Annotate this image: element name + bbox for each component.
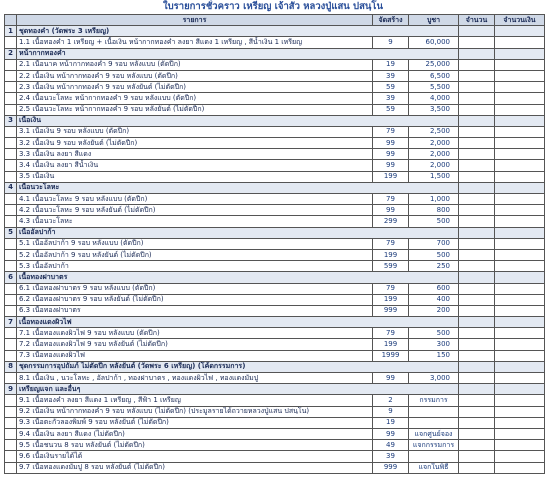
- count-cell[interactable]: [459, 238, 495, 249]
- count-cell: [459, 361, 495, 372]
- item-price: 600: [409, 283, 459, 294]
- count-cell: [459, 115, 495, 126]
- count-cell[interactable]: [459, 395, 495, 406]
- table-row: [5, 283, 545, 294]
- amount-cell[interactable]: [495, 395, 545, 406]
- amount-cell: [495, 384, 545, 395]
- item-description: 9.3 เนื้อตะกั่วลองพิมพ์ 9 รอบ หลังยันต์ (ไม่ตัดปีก): [17, 417, 373, 428]
- order-table: [4, 14, 545, 474]
- item-price: 400: [409, 294, 459, 305]
- item-price: 4,000: [409, 93, 459, 104]
- count-cell: [459, 48, 495, 59]
- amount-cell[interactable]: [495, 283, 545, 294]
- table-row: [5, 149, 545, 160]
- table-row: [5, 160, 545, 171]
- item-price: 500: [409, 249, 459, 260]
- item-quantity: 79: [373, 283, 409, 294]
- index-cell: [5, 149, 17, 160]
- table-row: [5, 93, 545, 104]
- category-number: 8: [5, 361, 17, 372]
- table-row: [5, 261, 545, 272]
- category-row: [5, 26, 545, 37]
- table-row: [5, 373, 545, 384]
- count-cell[interactable]: [459, 171, 495, 182]
- category-row: [5, 115, 545, 126]
- amount-cell: [495, 272, 545, 283]
- item-quantity: 49: [373, 440, 409, 451]
- amount-cell[interactable]: [495, 126, 545, 137]
- count-cell[interactable]: [459, 149, 495, 160]
- index-cell: [5, 406, 17, 417]
- category-row: [5, 361, 545, 372]
- count-cell[interactable]: [459, 37, 495, 48]
- amount-cell[interactable]: [495, 428, 545, 439]
- amount-cell[interactable]: [495, 440, 545, 451]
- amount-cell[interactable]: [495, 249, 545, 260]
- item-description: 4.1 เนื้อนวะโลหะ 9 รอบ หลังแบบ (ตัดปีก): [17, 194, 373, 205]
- item-description: 3.5 เนื้อเงิน: [17, 171, 373, 182]
- table-row: [5, 339, 545, 350]
- item-quantity: 19: [373, 59, 409, 70]
- index-cell: [5, 194, 17, 205]
- item-note: แจกกรรมการ: [409, 440, 459, 451]
- category-label: ชุดกรรมการอุปถัมภ์ ไม่ตัดปีก หลังยันต์ (วัดพระ 6 เหรียญ) (โค้ดกรรมการ): [17, 361, 459, 372]
- header-no: [5, 15, 17, 26]
- table-row: [5, 37, 545, 48]
- amount-cell[interactable]: [495, 160, 545, 171]
- index-cell: [5, 160, 17, 171]
- item-price: 2,500: [409, 126, 459, 137]
- category-number: 5: [5, 227, 17, 238]
- item-description: 6.3 เนื้อทองฝาบาตร: [17, 305, 373, 316]
- item-description: 2.3 เนื้อเงิน หน้ากากทองคำ 9 รอบ หลังยันต์ (ไม่ตัดปีก): [17, 82, 373, 93]
- item-price: 6,500: [409, 70, 459, 81]
- index-cell: [5, 238, 17, 249]
- item-quantity: 99: [373, 138, 409, 149]
- header-price: บูชา: [409, 15, 459, 26]
- table-row: [5, 294, 545, 305]
- count-cell[interactable]: [459, 440, 495, 451]
- item-price: 500: [409, 216, 459, 227]
- item-description: 3.1 เนื้อเงิน 9 รอบ หลังแบบ (ตัดปีก): [17, 126, 373, 137]
- item-quantity: 19: [373, 417, 409, 428]
- item-description: 3.3 เนื้อเงิน ลงยา สีแดง: [17, 149, 373, 160]
- item-price: 150: [409, 350, 459, 361]
- amount-cell[interactable]: [495, 462, 545, 473]
- item-description: 5.3 เนื้ออัลปาก้า: [17, 261, 373, 272]
- index-cell: [5, 249, 17, 260]
- category-number: 9: [5, 384, 17, 395]
- amount-cell[interactable]: [495, 350, 545, 361]
- count-cell[interactable]: [459, 294, 495, 305]
- item-note: แจกศูนย์จอง: [409, 428, 459, 439]
- item-quantity: 1999: [373, 350, 409, 361]
- item-quantity: 599: [373, 261, 409, 272]
- index-cell: [5, 417, 17, 428]
- item-quantity: 99: [373, 428, 409, 439]
- count-cell[interactable]: [459, 451, 495, 462]
- index-cell: [5, 395, 17, 406]
- count-cell[interactable]: [459, 249, 495, 260]
- page-title: ใบรายการชั่วคราว เหรียญ เจ้าสัว หลวงปู่แสน ปสนฺโน: [163, 1, 383, 12]
- table-row: [5, 82, 545, 93]
- category-number: 4: [5, 182, 17, 193]
- item-description: 2.1 เนื้อนาค หน้ากากทองคำ 9 รอบ หลังแบบ (ตัดปีก): [17, 59, 373, 70]
- item-quantity: 39: [373, 451, 409, 462]
- table-row: [5, 328, 545, 339]
- amount-cell[interactable]: [495, 194, 545, 205]
- amount-cell: [495, 227, 545, 238]
- amount-cell[interactable]: [495, 93, 545, 104]
- item-description: 6.1 เนื้อทองฝาบาตร 9 รอบ หลังแบบ (ตัดปีก): [17, 283, 373, 294]
- index-cell: [5, 451, 17, 462]
- item-quantity: 79: [373, 194, 409, 205]
- count-cell[interactable]: [459, 328, 495, 339]
- header-qty: จัดสร้าง: [373, 15, 409, 26]
- table-row: [5, 194, 545, 205]
- count-cell: [459, 272, 495, 283]
- amount-cell: [495, 317, 545, 328]
- count-cell: [459, 182, 495, 193]
- count-cell[interactable]: [459, 305, 495, 316]
- item-price: 300: [409, 339, 459, 350]
- item-quantity: 99: [373, 160, 409, 171]
- item-description: 9.2 เนื้อเงิน หน้ากากทองคำ 9 รอบ หลังแบบ (ไม่ตัดปีก) (ประมูลรายได้ถวายหลวงปู่แสน ปสนฺโน): [17, 406, 373, 417]
- table-row: [5, 451, 545, 462]
- item-quantity: 79: [373, 328, 409, 339]
- item-quantity: 99: [373, 373, 409, 384]
- amount-cell[interactable]: [495, 238, 545, 249]
- table-header-row: [5, 15, 545, 26]
- amount-cell[interactable]: [495, 294, 545, 305]
- count-cell[interactable]: [459, 194, 495, 205]
- item-quantity: 199: [373, 249, 409, 260]
- table-row: [5, 417, 545, 428]
- item-price: 1,000: [409, 194, 459, 205]
- index-cell: [5, 261, 17, 272]
- count-cell[interactable]: [459, 216, 495, 227]
- category-label: เนื้อทองแดงผิวไฟ: [17, 317, 459, 328]
- amount-cell[interactable]: [495, 171, 545, 182]
- header-amount: จำนวนเงิน: [495, 15, 545, 26]
- item-price: 500: [409, 328, 459, 339]
- item-price: 3,000: [409, 373, 459, 384]
- count-cell[interactable]: [459, 82, 495, 93]
- count-cell[interactable]: [459, 373, 495, 384]
- category-number: 7: [5, 317, 17, 328]
- amount-cell: [495, 115, 545, 126]
- item-quantity: 9: [373, 37, 409, 48]
- item-quantity: 199: [373, 339, 409, 350]
- index-cell: [5, 350, 17, 361]
- count-cell[interactable]: [459, 428, 495, 439]
- category-number: 6: [5, 272, 17, 283]
- category-row: [5, 272, 545, 283]
- amount-cell[interactable]: [495, 328, 545, 339]
- amount-cell: [495, 182, 545, 193]
- amount-cell[interactable]: [495, 82, 545, 93]
- item-description: 9.7 เนื้อทองแดงมัมปู 8 รอบ หลังยันต์ (ไม่ตัดปีก): [17, 462, 373, 473]
- item-description: 9.1 เนื้อทองคำ ลงยา สีแดง 1 เหรียญ , สีฟ้า 1 เหรียญ: [17, 395, 373, 406]
- item-description: 9.5 เนื้อชนวน 8 รอบ หลังยันต์ (ไม่ตัดปีก): [17, 440, 373, 451]
- index-cell: [5, 171, 17, 182]
- count-cell[interactable]: [459, 462, 495, 473]
- item-description: 7.1 เนื้อทองแดงผิวไฟ 9 รอบ หลังแบบ (ตัดปีก): [17, 328, 373, 339]
- item-description: 2.2 เนื้อเงิน หน้ากากทองคำ 9 รอบ หลังแบบ (ตัดปีก): [17, 70, 373, 81]
- table-row: [5, 138, 545, 149]
- item-description: 1.1 เนื้อทองคำ 1 เหรียญ + เนื้อเงิน หน้ากากทองคำ ลงยา สีแดง 1 เหรียญ , สีน้ำเงิน 1 เหรียญ: [17, 37, 373, 48]
- item-quantity: 2: [373, 395, 409, 406]
- item-price: 2,000: [409, 160, 459, 171]
- item-price: 5,500: [409, 82, 459, 93]
- category-label: เนื้อเงิน: [17, 115, 459, 126]
- item-price: 2,000: [409, 149, 459, 160]
- category-number: 3: [5, 115, 17, 126]
- item-quantity: 9: [373, 406, 409, 417]
- item-description: 9.6 เนื้อเงินรายได้ได้: [17, 451, 373, 462]
- category-row: [5, 384, 545, 395]
- index-cell: [5, 104, 17, 115]
- item-description: 7.3 เนื้อทองแดงผิวไฟ: [17, 350, 373, 361]
- amount-cell[interactable]: [495, 149, 545, 160]
- item-quantity: 999: [373, 462, 409, 473]
- item-price: 3,500: [409, 104, 459, 115]
- index-cell: [5, 205, 17, 216]
- amount-cell: [495, 361, 545, 372]
- amount-cell: [495, 26, 545, 37]
- table-row: [5, 126, 545, 137]
- index-cell: [5, 294, 17, 305]
- table-row: [5, 238, 545, 249]
- item-quantity: 999: [373, 305, 409, 316]
- count-cell[interactable]: [459, 261, 495, 272]
- category-row: [5, 317, 545, 328]
- category-label: หน้ากากทองคำ: [17, 48, 459, 59]
- count-cell[interactable]: [459, 283, 495, 294]
- item-description: 5.2 เนื้ออัลปาก้า 9 รอบ หลังยันต์ (ไม่ตัดปีก): [17, 249, 373, 260]
- table-body: [5, 26, 545, 474]
- category-row: [5, 182, 545, 193]
- category-label: เนื้อทองฝาบาตร: [17, 272, 459, 283]
- count-cell[interactable]: [459, 160, 495, 171]
- amount-cell[interactable]: [495, 339, 545, 350]
- item-description: 3.4 เนื้อเงิน ลงยา สีน้ำเงิน: [17, 160, 373, 171]
- amount-cell[interactable]: [495, 205, 545, 216]
- item-price: 200: [409, 305, 459, 316]
- amount-cell[interactable]: [495, 104, 545, 115]
- count-cell[interactable]: [459, 126, 495, 137]
- category-label: เนื้ออัลปาก้า: [17, 227, 459, 238]
- item-description: 5.1 เนื้ออัลปาก้า 9 รอบ หลังแบบ (ตัดปีก): [17, 238, 373, 249]
- table-row: [5, 59, 545, 70]
- item-description: 9.4 เนื้อเงิน ลงยา สีแดง (ไม่ตัดปีก): [17, 428, 373, 439]
- count-cell: [459, 317, 495, 328]
- item-price: 800: [409, 205, 459, 216]
- item-description: 7.2 เนื้อทองแดงผิวไฟ 9 รอบ หลังยันต์ (ไม่ตัดปีก): [17, 339, 373, 350]
- item-price: 700: [409, 238, 459, 249]
- index-cell: [5, 283, 17, 294]
- count-cell: [459, 384, 495, 395]
- amount-cell: [495, 48, 545, 59]
- category-label: ชุดทองคำ (วัดพระ 3 เหรียญ): [17, 26, 459, 37]
- item-description: 2.4 เนื้อนวะโลหะ หน้ากากทองคำ 9 รอบ หลังแบบ (ตัดปีก): [17, 93, 373, 104]
- item-description: 4.3 เนื้อนวะโลหะ: [17, 216, 373, 227]
- table-row: [5, 216, 545, 227]
- count-cell[interactable]: [459, 350, 495, 361]
- category-label: เหรียญแจก และอื่นๆ: [17, 384, 459, 395]
- count-cell[interactable]: [459, 138, 495, 149]
- index-cell: [5, 428, 17, 439]
- amount-cell[interactable]: [495, 59, 545, 70]
- item-price: [409, 406, 459, 417]
- amount-cell[interactable]: [495, 451, 545, 462]
- item-quantity: 99: [373, 205, 409, 216]
- header-item: รายการ: [17, 15, 373, 26]
- count-cell: [459, 227, 495, 238]
- category-row: [5, 48, 545, 59]
- count-cell[interactable]: [459, 339, 495, 350]
- index-cell: [5, 328, 17, 339]
- item-description: 4.2 เนื้อนวะโลหะ 9 รอบ หลังยันต์ (ไม่ตัดปีก): [17, 205, 373, 216]
- item-description: 8.1 เนื้อเงิน , นวะโลหะ , อัลปาก้า , ทองฝาบาตร , ทองแดงผิวไฟ , ทองแดงมัมปู: [17, 373, 373, 384]
- category-number: 1: [5, 26, 17, 37]
- count-cell[interactable]: [459, 205, 495, 216]
- table-row: [5, 70, 545, 81]
- item-quantity: 39: [373, 93, 409, 104]
- index-cell: [5, 138, 17, 149]
- item-price: [409, 451, 459, 462]
- amount-cell[interactable]: [495, 37, 545, 48]
- item-quantity: 59: [373, 82, 409, 93]
- count-cell[interactable]: [459, 59, 495, 70]
- count-cell[interactable]: [459, 93, 495, 104]
- count-cell[interactable]: [459, 104, 495, 115]
- item-note: กรรมการ: [409, 395, 459, 406]
- index-cell: [5, 339, 17, 350]
- item-price: 2,000: [409, 138, 459, 149]
- item-quantity: 59: [373, 104, 409, 115]
- table-row: [5, 249, 545, 260]
- count-cell[interactable]: [459, 417, 495, 428]
- index-cell: [5, 440, 17, 451]
- item-note: แจกในพิธี: [409, 462, 459, 473]
- category-row: [5, 227, 545, 238]
- item-quantity: 39: [373, 70, 409, 81]
- index-cell: [5, 93, 17, 104]
- index-cell: [5, 70, 17, 81]
- table-row: [5, 171, 545, 182]
- item-description: 6.2 เนื้อทองฝาบาตร 9 รอบ หลังยันต์ (ไม่ตัดปีก): [17, 294, 373, 305]
- amount-cell[interactable]: [495, 261, 545, 272]
- table-row: [5, 428, 545, 439]
- table-row: [5, 395, 545, 406]
- category-number: 2: [5, 48, 17, 59]
- table-row: [5, 350, 545, 361]
- item-quantity: 299: [373, 216, 409, 227]
- index-cell: [5, 462, 17, 473]
- item-quantity: 79: [373, 238, 409, 249]
- index-cell: [5, 126, 17, 137]
- count-cell: [459, 26, 495, 37]
- table-row: [5, 104, 545, 115]
- item-price: 1,500: [409, 171, 459, 182]
- count-cell[interactable]: [459, 70, 495, 81]
- index-cell: [5, 216, 17, 227]
- amount-cell[interactable]: [495, 406, 545, 417]
- item-price: 60,000: [409, 37, 459, 48]
- item-price: 25,000: [409, 59, 459, 70]
- amount-cell[interactable]: [495, 70, 545, 81]
- index-cell: [5, 305, 17, 316]
- count-cell[interactable]: [459, 406, 495, 417]
- item-price: 250: [409, 261, 459, 272]
- item-quantity: 199: [373, 171, 409, 182]
- table-row: [5, 406, 545, 417]
- table-row: [5, 305, 545, 316]
- table-row: [5, 205, 545, 216]
- amount-cell[interactable]: [495, 373, 545, 384]
- index-cell: [5, 82, 17, 93]
- item-quantity: 99: [373, 149, 409, 160]
- table-row: [5, 440, 545, 451]
- item-description: 2.5 เนื้อนวะโลหะ หน้ากากทองคำ 9 รอบ หลังยันต์ (ไม่ตัดปีก): [17, 104, 373, 115]
- amount-cell[interactable]: [495, 417, 545, 428]
- index-cell: [5, 37, 17, 48]
- category-label: เนื้อนวะโลหะ: [17, 182, 459, 193]
- index-cell: [5, 373, 17, 384]
- item-description: 3.2 เนื้อเงิน 9 รอบ หลังยันต์ (ไม่ตัดปีก): [17, 138, 373, 149]
- amount-cell[interactable]: [495, 216, 545, 227]
- header-count: จำนวน: [459, 15, 495, 26]
- table-row: [5, 462, 545, 473]
- item-quantity: 79: [373, 126, 409, 137]
- amount-cell[interactable]: [495, 305, 545, 316]
- amount-cell[interactable]: [495, 138, 545, 149]
- item-quantity: 199: [373, 294, 409, 305]
- index-cell: [5, 59, 17, 70]
- item-price: [409, 417, 459, 428]
